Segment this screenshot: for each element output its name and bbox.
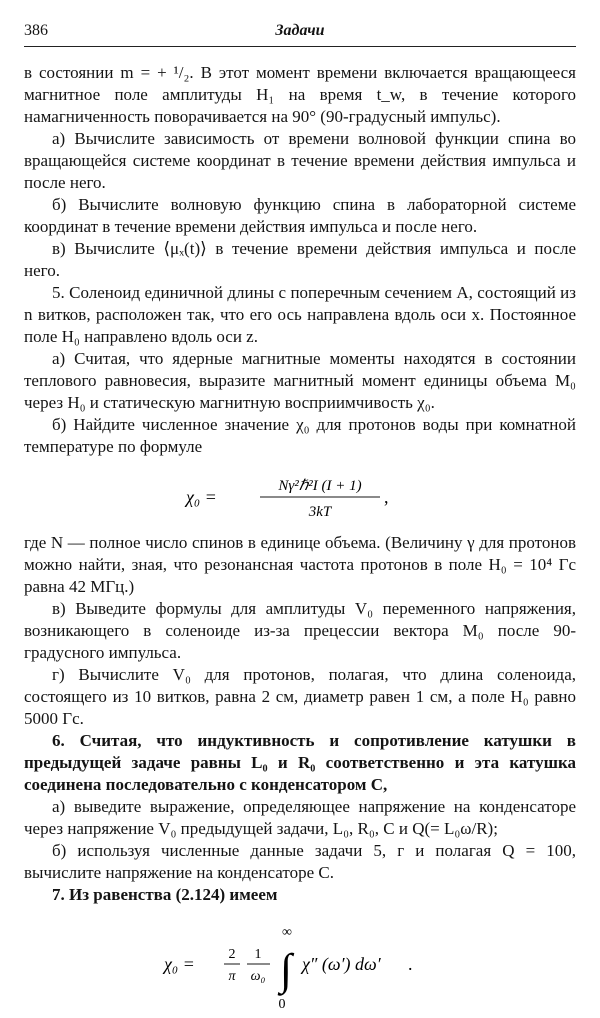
eq1-denominator: 3kT bbox=[308, 504, 332, 520]
body-text bbox=[24, 62, 576, 1012]
eq2-frac2-num: 1 bbox=[254, 947, 262, 962]
problem-7-statement: 7. Из равенства (2.124) имеем bbox=[52, 885, 278, 904]
eq1-lhs: χ₀ = bbox=[186, 487, 217, 507]
eq2-frac1-den: π bbox=[228, 969, 236, 984]
paragraph: а) Считая, что ядерные магнитные моменты находятся в состоянии теплового равновесия, выразите магнитный момент единицы объема M₀ через H₀ и статическую магнитную восприимчивость χ₀. bbox=[24, 349, 576, 412]
eq1-trail: , bbox=[384, 487, 389, 507]
eq1-numerator: Nγ²ℏ²I (I + 1) bbox=[278, 478, 362, 494]
eq2-trail: . bbox=[408, 954, 413, 974]
paragraph: в состоянии m = + ¹/₂. В этот момент времени включается вращающееся магнитное поле амплитуды H₁ на время t_w, в течение которого намагниченность поворачивается на 90° (90-градусный импульс). bbox=[24, 63, 576, 126]
kramers-kronig-equation bbox=[24, 920, 576, 1012]
paragraph: а) выведите выражение, определяющее напряжение на конденсаторе через напряжение V₀ предыдущей задачи, L₀, R₀, C и Q(= L₀ω/R); bbox=[24, 797, 576, 838]
susceptibility-equation bbox=[24, 468, 576, 526]
integral-lower-limit: 0 bbox=[278, 997, 286, 1012]
paragraph: где N — полное число спинов в единице объема. (Величину γ для протонов можно найти, зная, что резонансная частота протонов в поле H₀ = 10⁴ Гс равна 42 МГц.) bbox=[24, 533, 576, 596]
problem-5-statement: 5. Соленоид единичной длины с поперечным сечением A, состоящий из n витков, расположен так, что его ось направлена вдоль оси x. Постоянное поле H₀ направлено вдоль оси z. bbox=[24, 283, 576, 346]
paragraph: б) Найдите численное значение χ₀ для протонов воды при комнатной температуре по формуле bbox=[24, 415, 576, 456]
paragraph: б) Вычислите волновую функцию спина в лабораторной системе координат в течение времени действия импульса и после него. bbox=[24, 195, 576, 236]
equation-svg bbox=[160, 920, 440, 1012]
equation-svg bbox=[180, 468, 420, 526]
integral-upper-limit: ∞ bbox=[282, 925, 292, 940]
problem-6-statement: 6. Считая, что индуктивность и сопротивление катушки в предыдущей задаче равны L₀ и R₀ соответственно и эта катушка соединена последовательно с конденсатором C, bbox=[24, 731, 576, 794]
integrand: χ″ (ω′) dω′ bbox=[302, 954, 381, 974]
page-number: 386 bbox=[24, 22, 48, 39]
paragraph: а) Вычислите зависимость от времени волновой функции спина во вращающейся системе координат в течение времени действия импульса и после него. bbox=[24, 129, 576, 192]
paragraph: б) используя численные данные задачи 5, г и полагая Q = 100, вычислите напряжение на конденсаторе C. bbox=[24, 841, 576, 882]
eq2-lhs: χ₀ = bbox=[164, 954, 195, 974]
paragraph: в) Вычислите ⟨μₓ(t)⟩ в течение времени действия импульса и после него. bbox=[24, 239, 576, 280]
running-title: Задачи bbox=[275, 22, 325, 39]
page-header bbox=[24, 22, 576, 47]
paragraph: г) Вычислите V₀ для протонов, полагая, что длина соленоида, состоящего из 10 витков, равна 2 см, диаметр равен 1 см, а поле H₀ равно 5000 Гс. bbox=[24, 665, 576, 728]
eq2-frac1-num: 2 bbox=[228, 947, 236, 962]
paragraph: в) Выведите формулы для амплитуды V₀ переменного напряжения, возникающего в соленоиде из-за прецессии вектора M₀ после 90-градусного импульса. bbox=[24, 599, 576, 662]
integral-sign: ∫ bbox=[280, 945, 293, 994]
eq2-frac2-den: ω₀ bbox=[250, 969, 266, 984]
